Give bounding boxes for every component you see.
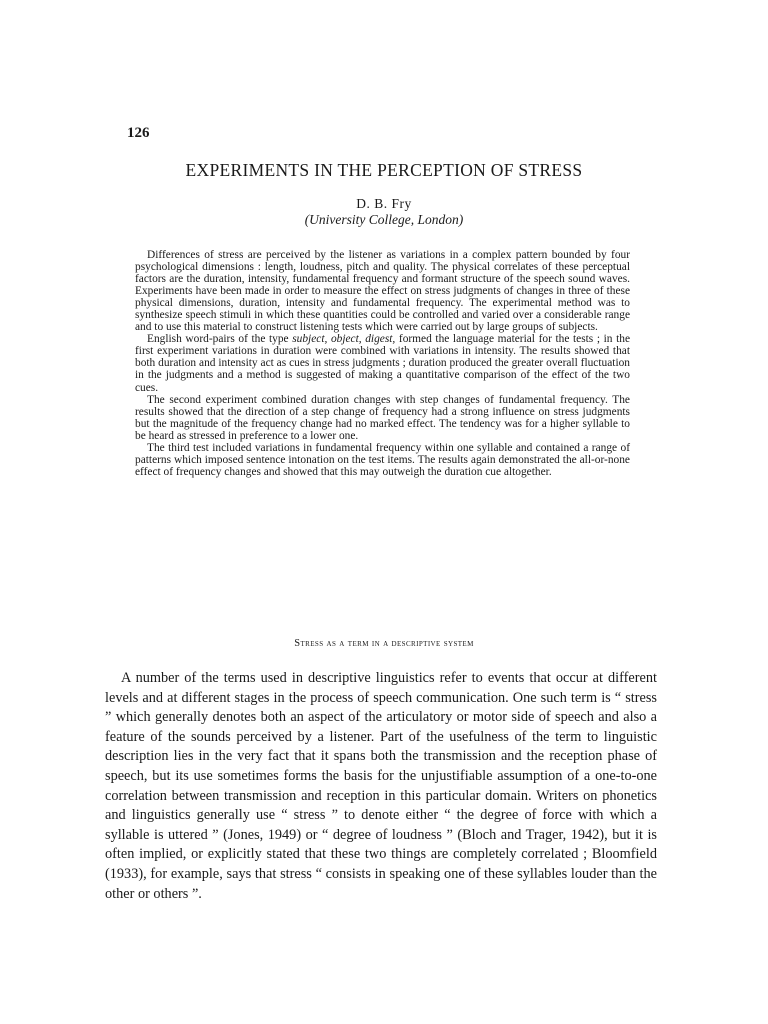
abstract-paragraph-4: The third test included variations in fundamental frequency within one syllable and contained a range of patterns which imposed sentence intonation on the test items. The results again demonstrated the all-or-none effect of frequency changes and showed that this may outweigh the duration cue altogether. [135,441,630,478]
body-paragraph: A number of the terms used in descriptive linguistics refer to events that occur at different levels and at different stages in the process of speech communication. One such term is “ stress ” which generally denotes both an aspect of the articulatory or motor side of speech and also a feature of the sounds perceived by a listener. Part of the usefulness of the term to linguistic description lies in the very fact that it spans both the transmission and the reception phase of speech, but its use sometimes forms the basis for the unjustifiable assumption of a one-to-one correlation between transmission and reception in this particular domain. Writers on phonetics and linguistics generally use “ stress ” to denote either “ the degree of force with which a syllable is uttered ” (Jones, 1949) or “ degree of loudness ” (Bloch and Trager, 1942), but it is often implied, or explicitly stated that these two things are completely correlated ; Bloomfield (1933), for example, says that stress “ consists in speaking one of these syllables louder than the other or others ”. [105,670,657,902]
section-heading: Stress as a term in a descriptive system [294,638,474,649]
page-number: 126 [127,125,150,141]
paper-title: EXPERIMENTS IN THE PERCEPTION OF STRESS [185,160,583,180]
abstract-example-words: subject, object, digest, [292,333,396,346]
body-text [105,669,657,904]
abstract-paragraph-2 [135,333,630,393]
abstract-paragraph-3: The second experiment combined duration changes with step changes of fundamental frequency. The results showed that the direction of a step change of frequency had a strong influence on stress judgments but the magnitude of the frequency change had no marked effect. The tendency was for a higher syllable to be heard as stressed in preference to a lower one. [135,393,630,442]
author-affiliation: (University College, London) [304,212,464,227]
abstract [135,249,630,478]
abstract-paragraph-1: Differences of stress are perceived by the listener as variations in a complex pattern bounded by four psychological dimensions : length, loudness, pitch and quality. The physical correlates of these perceptual factors are the duration, intensity, fundamental frequency and formant structure of the speech sound waves. Experiments have been made in order to measure the effect on stress judgments of changes in three of these physical dimensions, duration, intensity and fundamental frequency. The experimental method was to synthesize speech stimuli in which these quantities could be controlled and varied over a considerable range and to use this material to construct listening tests which were carried out by large groups of subjects. [135,249,630,334]
abstract-paragraph-2-rest: formed the language material for the tests ; in the first experiment variations in duration were combined with variations in intensity. The results showed that both duration and intensity act as cues in stress judgments ; duration produced the greater overall fluctuation in the judgments and a method is suggested of making a quantitative comparison of the effect of the two cues. [135,333,631,394]
abstract-paragraph-2-lead: English word-pairs of the type [147,333,293,346]
author-name: D. B. Fry [356,196,412,211]
